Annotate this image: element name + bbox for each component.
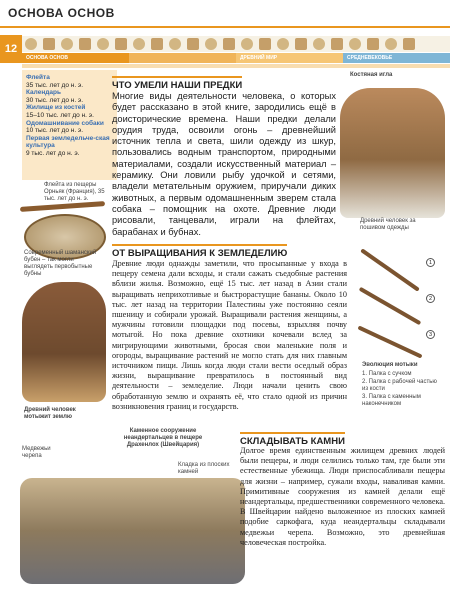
- cave-caption: Каменное сооружение неандертальцев в пещере Драхенлох (Швейцария): [123, 428, 203, 448]
- cave-scene-image: [20, 478, 245, 584]
- caveman-image: [340, 88, 445, 218]
- hoe-item: 3. Палка с каменным наконечником: [362, 394, 421, 407]
- era-tab: ДРЕВНИЙ МИР: [236, 53, 343, 63]
- era-icon: [79, 38, 91, 50]
- era-icon: [151, 38, 163, 50]
- era-icon: [187, 38, 199, 50]
- era-icon: [205, 38, 217, 50]
- era-icon: [403, 38, 415, 50]
- section-text: Многие виды деятельности человека, о которых будет рассказано в этой книге, зародились ещё в доисторические времена. Наши предки делали орудия труда, освоили огонь – древнейший источник тепла и света, шили одежду из шкур, пользовались водным транспортом, природными материалами, создали искусственный материал – керамику. Они ловили рыбу удочкой и сетями, владели метательным оружием, приручали диких животных, а первым одомашненным зверем стала собака – помощник на охоте. Древние люди рисовали, танцевали, играли на флейтах, барабанах и бубнах.: [112, 91, 336, 237]
- era-icon: [61, 38, 73, 50]
- page-number: 12: [0, 35, 22, 63]
- era-icon: [313, 38, 325, 50]
- era-icon: [367, 38, 379, 50]
- hoe-stick-2: [359, 287, 422, 325]
- era-icon: [133, 38, 145, 50]
- section-title: ОТ ВЫРАЩИВАНИЯ К ЗЕМЛЕДЕЛИЮ: [112, 244, 287, 259]
- era-icon: [25, 38, 37, 50]
- timeline-value: 35 тыс. лет до н. э.: [26, 81, 84, 89]
- caveman-caption: Древний человек за пошивом одежды: [360, 218, 416, 231]
- timeline-value: 9 тыс. лет до н. э.: [26, 149, 80, 157]
- era-icon-strip: [22, 36, 450, 52]
- timeline-value: 15–10 тыс. лет до н. э.: [26, 111, 94, 119]
- page-header: [0, 0, 450, 28]
- hoe-stick-1: [360, 248, 420, 291]
- timeline-label: Жилище из костей: [26, 104, 86, 112]
- era-icon: [97, 38, 109, 50]
- hoe-number-1: 1: [426, 258, 435, 267]
- era-icon: [349, 38, 361, 50]
- hoe-evolution-image: [350, 248, 440, 358]
- era-tabs: [22, 53, 450, 63]
- farmer-caption: Древний человек мотыжит землю: [24, 407, 76, 420]
- era-icon: [295, 38, 307, 50]
- era-tab: СРЕДНЕВЕКОВЬЕ: [343, 53, 450, 63]
- era-icon: [241, 38, 253, 50]
- needle-caption: Костяная игла: [350, 72, 393, 78]
- section-text: Долгое время единственным жилищем древних людей были пещеры, и люди селились только там, где были эти естественные убежища. Люди приспосабливали пещеры для жизни – например, сужали входы, наваливая камни. Примитивные сооружения из камней делали ещё неандертальцы, предшественники современного человека. В Швейцарии найдено выложенное из плоских камней подобие саркофага, куда неандертальцы складывали медвежьи черепа. Возможно, это древнейшая человеческая постройка.: [240, 446, 445, 547]
- timeline-label: Флейта: [26, 74, 50, 81]
- drum-caption: Современный шаманский бубен – так могли выглядеть первобытные бубны: [24, 250, 97, 277]
- hoe-item: 2. Палка с рабочей частью из кости: [362, 379, 437, 392]
- skulls-caption: Медвежьи черепа: [22, 446, 51, 459]
- timeline-label: Календарь: [26, 89, 61, 97]
- chapter-title: ОСНОВА ОСНОВ: [8, 6, 115, 20]
- era-icon: [223, 38, 235, 50]
- hoe-number-3: 3: [426, 330, 435, 339]
- era-tab: [129, 53, 236, 63]
- flute-caption: Флейта из пещеры Орньяк (Франция), 35 тыс. лет до н. э.: [44, 182, 105, 202]
- hoe-item: 1. Палка с сучком: [362, 371, 412, 377]
- era-icon: [259, 38, 271, 50]
- section-title: ЧТО УМЕЛИ НАШИ ПРЕДКИ: [112, 76, 242, 91]
- era-icon: [115, 38, 127, 50]
- era-tab: ОСНОВА ОСНОВ: [22, 53, 129, 63]
- era-icon: [169, 38, 181, 50]
- hoe-number-2: 2: [426, 294, 435, 303]
- timeline-box: [22, 70, 117, 180]
- era-icon: [385, 38, 397, 50]
- era-icon: [331, 38, 343, 50]
- section-title: СКЛАДЫВАТЬ КАМНИ: [240, 432, 345, 447]
- timeline-label: Первая земледельче-ская культура: [26, 134, 110, 150]
- slabs-caption: Кладка из плоских камней: [178, 462, 230, 475]
- section-text: Древние люди однажды заметили, что просыпанные у входа в пещеру семена дали всходы, и стали сажать съедобные растения вблизи жилья. Возможно, ещё 15 тыс. лет назад в Азии стали выращивать неприхотливые и быстрорастущие бананы. Около 10 тыс. лет назад на территории Палестины уже постоянно сеяли пшеницу и собирали урожай. Выращивали растения женщины, а мужчины готовили площадки под посевы, взрыхляя почву мотыгой. Но пока древние охотники кочевали вслед за мигрирующими животными, бросая свои маленькие поля и огороды, выращивание растений не могло стать для них главным источником пищи. Лишь когда люди стали вести оседлый образ жизни, выращивание превратилось в постоянный вид деятельности – земледелие. Люди начали ценить свою обработанную землю и охранять её, что стало одной из причин возникновения границ и государств.: [112, 259, 347, 411]
- hoe-stick-3: [357, 325, 422, 358]
- timeline-value: 30 тыс. лет до н. э.: [26, 96, 84, 104]
- era-icon: [277, 38, 289, 50]
- header-rule: [0, 26, 450, 28]
- era-icon: [43, 38, 55, 50]
- farmer-image: [22, 282, 106, 402]
- timeline-value: 10 тыс. лет до н. э.: [26, 127, 84, 135]
- timeline-label: Одомашнивание собаки: [26, 119, 104, 127]
- era-arrow-strip: [22, 64, 450, 68]
- hoe-caption: Эволюция мотыки: [362, 362, 418, 368]
